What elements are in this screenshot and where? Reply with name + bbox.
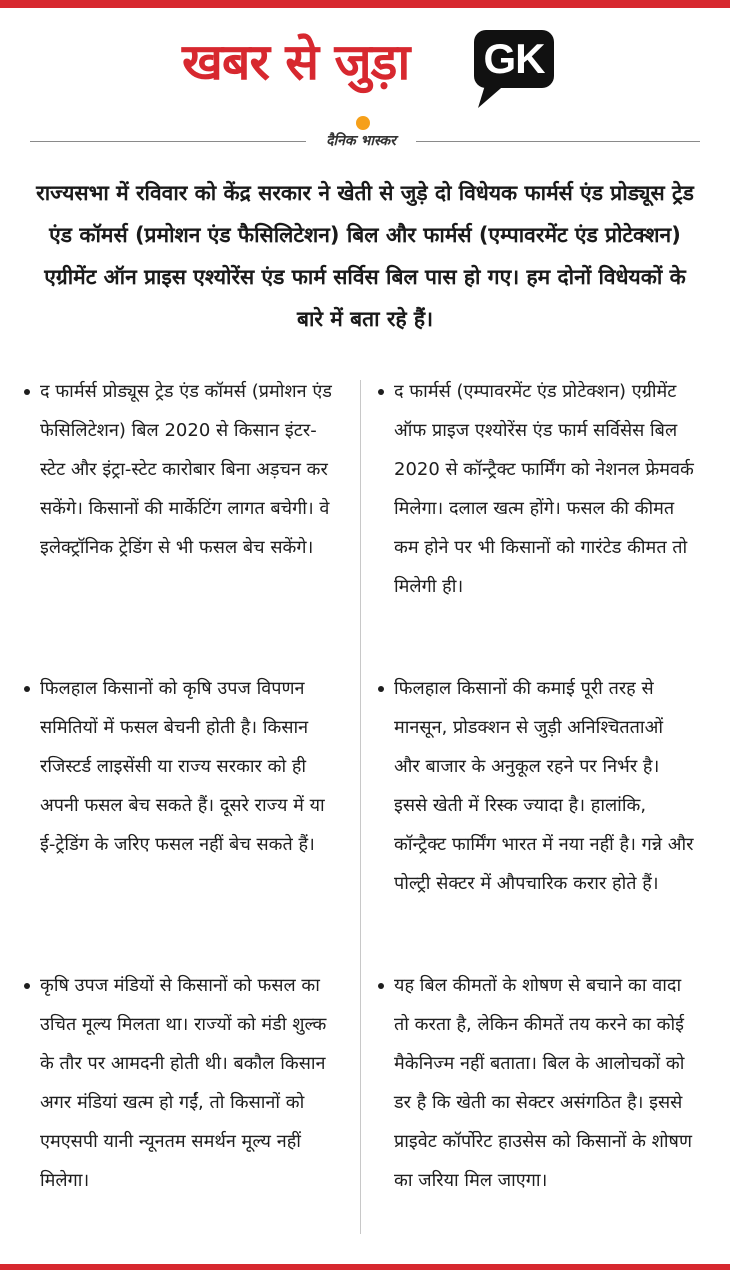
gk-badge-label: GK [483,35,545,82]
list-item-text: कृषि उपज मंडियों से किसानों को फसल का उचित मूल्य मिलता था। राज्यों को मंडी शुल्क के तौर पर आमदनी होती थी। बकौल किसान अगर मंडियां खत्म हो गईं, तो किसानों को एमएसपी यानी न्यूनतम समर्थन मूल्य नहीं मिलेगा। [40,975,327,1191]
list-item-text: फिलहाल किसानों को कृषि उपज विपणन समितियों में फसल बेचनी होती है। किसान रजिस्टर्ड लाइसेंसी या राज्य सरकार को ही अपनी फसल बेच सकते हैं। दूसरे राज्य में या ई-ट्रेडिंग के जरिए फसल नहीं बेच सकते हैं। [40,678,325,855]
bottom-red-rule [0,1264,730,1270]
top-red-rule [0,0,730,8]
bullet-icon [24,983,30,989]
brand-sun-dot-icon [356,116,370,130]
list-item-text: यह बिल कीमतों के शोषण से बचाने का वादा तो करता है, लेकिन कीमतें तय करने का कोई मैकेनिज्म नहीं बताता। बिल के आलोचकों को डर है कि खेती का सेक्टर असंगठित है। इससे प्राइवेट कॉर्पोरेट हाउसेस को किसानों के शोषण का जरिया मिल जाएगा। [394,975,692,1191]
intro-paragraph: राज्यसभा में रविवार को केंद्र सरकार ने खेती से जुड़े दो विधेयक फार्मर्स एंड प्रोड्यूस ट्रेड एंड कॉमर्स (प्रमोशन एंड फैसिलिटेशन) बिल और फार्मर्स (एम्पावरमेंट एंड प्रोटेक्शन) एग्रीमेंट ऑन प्राइस एश्योरेंस एंड फार्म सर्विस बिल पास हो गए। हम दोनों विधेयकों के बारे में बता रहे हैं। [36,181,694,331]
brand-logo-text: दैनिक भास्कर [326,133,396,149]
bullet-icon [378,389,384,395]
list-item-text: द फार्मर्स प्रोड्यूस ट्रेड एंड कॉमर्स (प्रमोशन एंड फेसिलिटेशन) बिल 2020 से किसान इंटर-स्टेट और इंट्रा-स्टेट कारोबार बिना अड़चन कर सकेंगे। किसानों की मार्केटिंग लागत बचेगी। वे इलेक्ट्रॉनिक ट्रेडिंग से भी फसल बेच सकेंगे। [40,381,332,558]
bullet-icon [24,686,30,692]
brand-divider-right [416,141,700,142]
list-item-text: द फार्मर्स (एम्पावरमेंट एंड प्रोटेक्शन) एग्रीमेंट ऑफ प्राइज एश्योरेंस एंड फार्म सर्विसेस बिल 2020 से कॉन्ट्रैक्ट फार्मिंग को नेशनल फ्रेमवर्क मिलेगा। दलाल खत्म होंगे। फसल की कीमत कम होने पर भी किसानों को गारंटेड कीमत तो मिलेगी ही। [394,381,694,597]
page-title: खबर से जुड़ा [182,33,410,91]
brand-divider-left [30,141,306,142]
bullet-icon [378,983,384,989]
bullet-icon [378,686,384,692]
list-item-text: फिलहाल किसानों की कमाई पूरी तरह से मानसून, प्रोडक्शन से जुड़ी अनिश्चितताओं और बाजार के अनुकूल रहने पर निर्भर है। इससे खेती में रिस्क ज्यादा है। हालांकि, कॉन्ट्रैक्ट फार्मिंग भारत में नया नहीं है। गन्ने और पोल्ट्री सेक्टर में औपचारिक करार होते हैं। [394,678,694,894]
column-divider [360,380,361,1234]
bullet-icon [24,389,30,395]
